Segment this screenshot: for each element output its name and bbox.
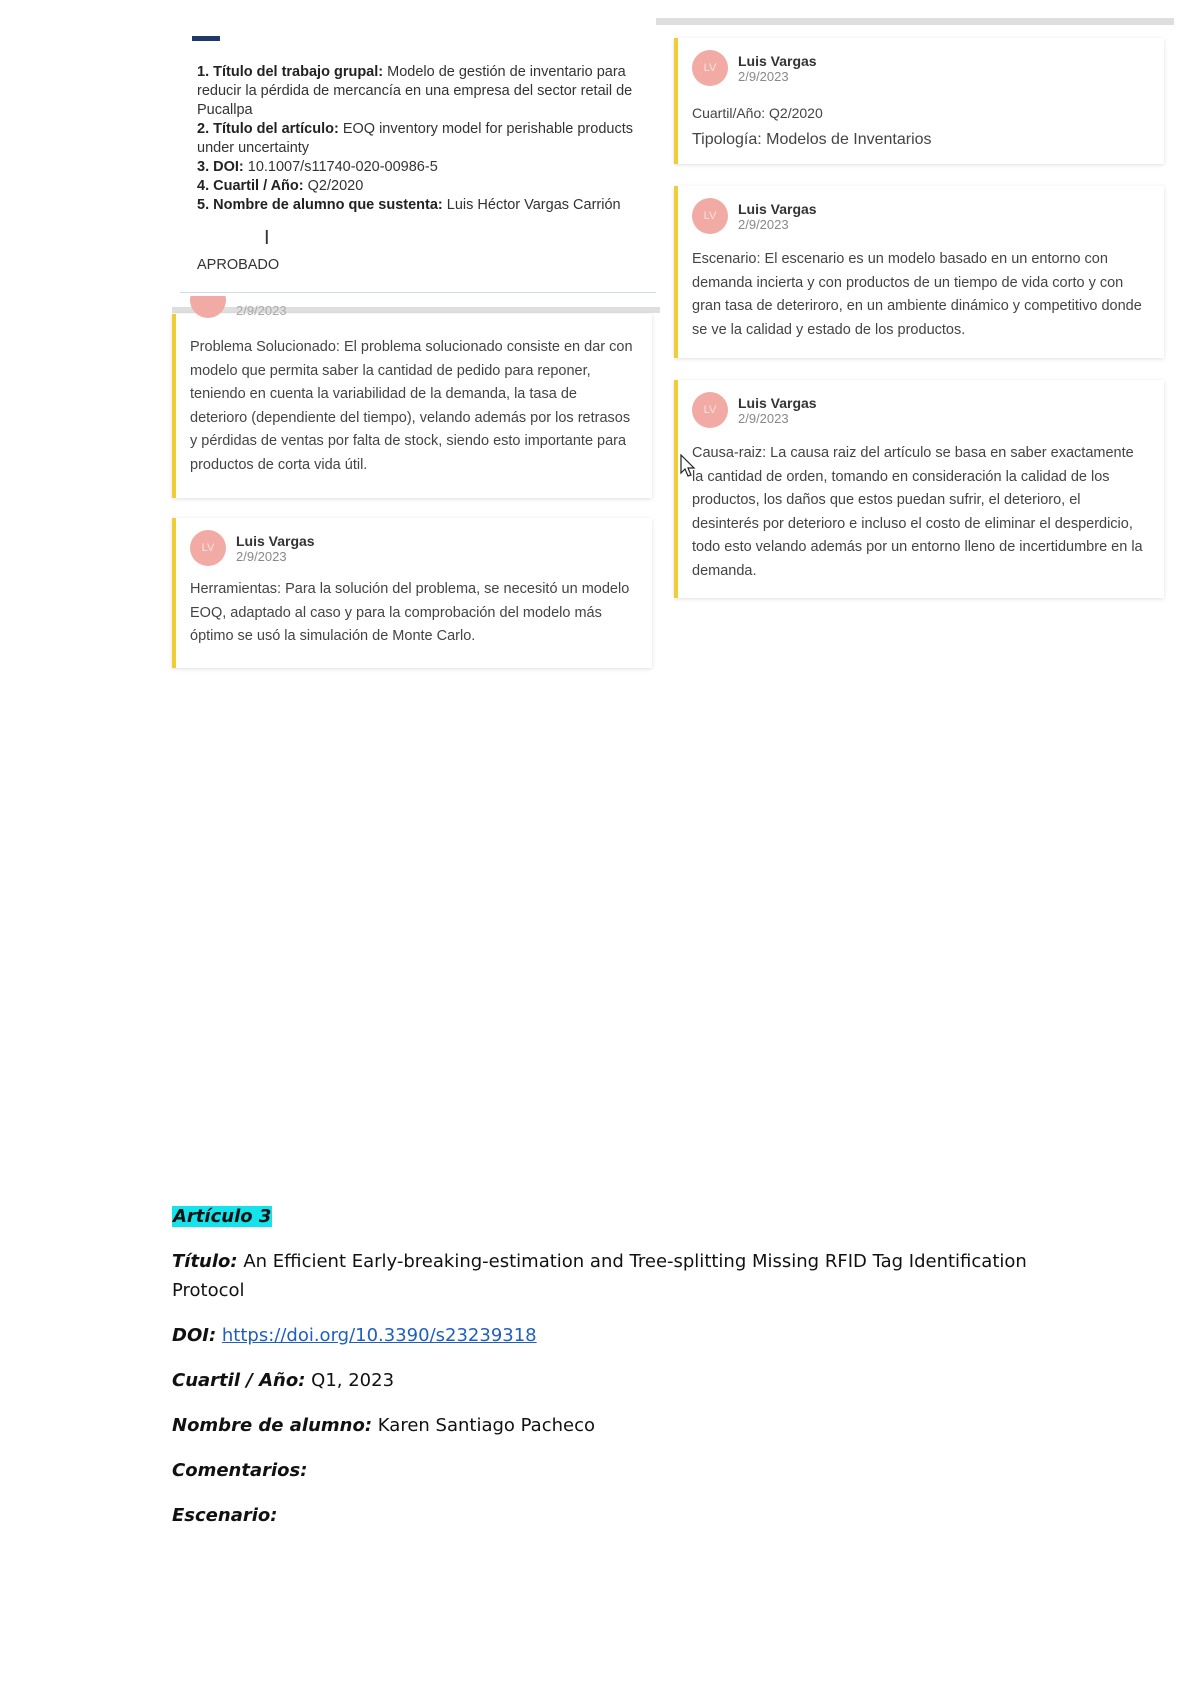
project-item: 1. Título del trabajo grupal: Modelo de gestión de inventario para reducir la pérdida de mercancía en una empresa del sector retail de Pucallpa [197,64,633,118]
avatar: LV [190,530,226,566]
comment-card-herramientas[interactable] [172,518,652,668]
comment-text: Escenario: El escenario es un modelo basado en un entorno con demanda incierta y con productos de un tiempo de vida corto y con gran tasa de deteriroro, en un ambiente dinámico y competitivo donde se ve la calidad y estado de los productos. [692,251,1142,338]
comment-date: 2/9/2023 [738,411,789,426]
title-value: An Efficient Early-breaking-estimation and Tree-splitting Missing RFID Tag Identification Protocol [172,1251,1027,1301]
comment-text: Causa-raiz: La causa raiz del artículo se basa en saber exactamente la cantidad de orden, tomando en consideración la calidad de los productos, los daños que estos puedan sufrir, el deterioro, el desinterés por deterioro e incluso el costo de eliminar el desperdicio, todo esto velando además por un entorno lleno de incertidumbre en la demanda. [692,445,1143,579]
avatar: LV [692,50,728,86]
comment-author: Luis Vargas [738,53,817,69]
article-title-line [172,1247,1072,1305]
doi-label: DOI: [172,1325,217,1346]
article-student-line [172,1411,1072,1440]
comment-date: 2/9/2023 [236,304,287,316]
comment-author: Luis Vargas [738,201,817,217]
project-item: 3. DOI: 10.1007/s11740-020-00986-5 [197,159,438,175]
doi-link[interactable]: https://doi.org/10.3390/s23239318 [221,1325,537,1346]
status-label: APROBADO [197,257,280,273]
cuartil-value: Q1, 2023 [311,1370,395,1391]
scenario-label: Escenario: [172,1505,278,1526]
comment-text: Problema Solucionado: El problema solucionado consiste en dar con modelo que permita saber la cantidad de pedido para reponer, teniendo en cuenta la variabilidad de la demanda, la tasa de deterioro (dependiente del tiempo), velando además por los retrasos y pérdidas de ventas por falta de stock, siendo esto importante para productos de corta vida útil. [190,339,633,473]
article-doi-line [172,1321,1072,1350]
comment-date: 2/9/2023 [738,69,789,84]
avatar: LV [692,392,728,428]
section-divider [656,18,1174,25]
text-cursor-icon: I [264,227,270,249]
comment-author: Luis Vargas [236,533,315,549]
project-details [197,63,647,215]
comment-card-problema[interactable] [172,304,652,498]
article-heading: Artículo 3 [173,1206,272,1227]
comment-card-escenario[interactable] [674,186,1164,358]
project-item: 4. Cuartil / Año: Q2/2020 [197,178,364,194]
title-label: Título: [172,1251,238,1272]
comment-text: Tipología: Modelos de Inventarios [692,130,932,148]
avatar: LV [692,198,728,234]
comment-text: Herramientas: Para la solución del problema, se necesitó un modelo EOQ, adaptado al caso y para la comprobación del modelo más óptimo se usó la simulación de Monte Carlo. [190,581,630,644]
comments-label: Comentarios: [172,1460,308,1481]
card-top-tab [192,36,220,41]
student-value: Karen Santiago Pacheco [377,1415,596,1436]
mouse-pointer-icon [680,454,696,478]
comment-card-cuartil[interactable] [674,38,1164,164]
avatar [190,296,226,318]
comment-date: 2/9/2023 [236,549,287,564]
comment-author: Luis Vargas [738,395,817,411]
student-label: Nombre de alumno: [172,1415,373,1436]
comment-date: 2/9/2023 [738,217,789,232]
comment-card-causa[interactable] [674,380,1164,598]
project-item: 5. Nombre de alumno que sustenta: Luis Héctor Vargas Carrión [197,197,621,213]
project-summary-card [180,36,656,293]
cuartil-label: Cuartil / Año: [172,1370,306,1391]
article-cuartil-line [172,1366,1072,1395]
project-item: 2. Título del artículo: EOQ inventory model for perishable products under uncertainty [197,121,633,156]
article-section [172,1202,1072,1530]
comment-text: Cuartil/Año: Q2/2020 [692,105,823,121]
